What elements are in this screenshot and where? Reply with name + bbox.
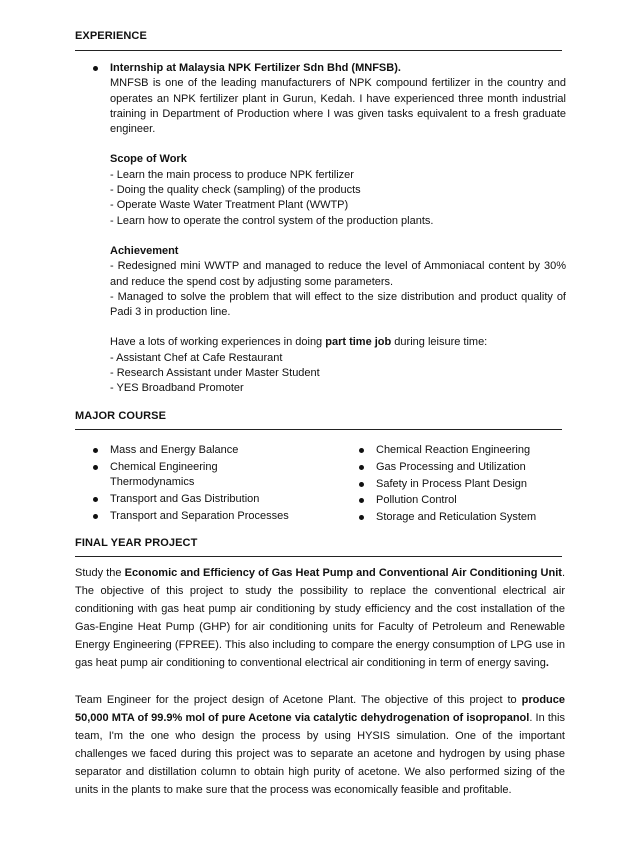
course-item: Transport and Separation Processes (75, 509, 290, 524)
course-item: Gas Processing and Utilization (341, 460, 571, 475)
course-item: Chemical Reaction Engineering (341, 443, 571, 458)
course-item: Pollution Control (341, 493, 571, 508)
final-year-project-heading: FINAL YEAR PROJECT (75, 537, 198, 549)
bullet-icon (359, 515, 364, 520)
major-course-heading: MAJOR COURSE (75, 410, 167, 422)
course-item: Chemical Engineering Thermodynamics (75, 460, 290, 491)
parttime-item: - Assistant Chef at Cafe Restaurant (110, 351, 283, 364)
course-item: Storage and Reticulation System (341, 510, 571, 525)
parttime-item: - Research Assistant under Master Student (110, 367, 320, 380)
course-item: Transport and Gas Distribution (75, 492, 290, 507)
experience-divider (75, 50, 562, 51)
bullet-icon (93, 497, 98, 502)
experience-heading: EXPERIENCE (75, 30, 147, 42)
scope-item: - Learn the main process to produce NPK fertilizer (110, 168, 354, 181)
parttime-intro: Have a lots of working experiences in doing part time job during leisure time: (110, 336, 488, 349)
bullet-icon (359, 482, 364, 487)
course-item: Mass and Energy Balance (75, 443, 290, 458)
internship-title: Internship at Malaysia NPK Fertilizer Sdn Bhd (MNFSB). (110, 62, 401, 74)
course-column-right (341, 443, 571, 527)
bullet-icon (359, 448, 364, 453)
course-item: Safety in Process Plant Design (341, 477, 571, 492)
scope-item: - Doing the quality check (sampling) of the products (110, 184, 361, 197)
bullet-icon (93, 514, 98, 519)
internship-description: MNFSB is one of the leading manufacturers of NPK compound fertilizer in the country and operates an NPK fertilizer plant in Gurun, Kedah. I have experienced three month industrial training in Department of Production where I was given tasks equivalent to a fresh graduate engineer. (110, 77, 566, 136)
parttime-item: - YES Broadband Promoter (110, 382, 244, 395)
bullet-icon (359, 465, 364, 470)
project-paragraph-2: Team Engineer for the project design of Acetone Plant. The objective of this project to produce 50,000 MTA of 99.9% mol of pure Acetone via catalytic dehydrogenation of isopropanol. In this team, I'm the one who design the process by using HYSIS simulation. One of the important challenges we faced during this project was to separate an acetone and hydrogen by using phase separator and distillation column to obtain high purity of acetone. We also performed sizing of the units in the plants to make sure that the process was economically feasible and profitable. (75, 694, 565, 796)
scope-item: - Operate Waste Water Treatment Plant (WWTP) (110, 199, 349, 212)
achievement-item: - Managed to solve the problem that will effect to the size distribution and product quality of Padi 3 in production line. (110, 290, 566, 319)
internship-entry (110, 61, 566, 76)
scope-item: - Learn how to operate the control system of the production plants. (110, 214, 434, 227)
experience-section (110, 61, 566, 397)
bullet-icon (93, 448, 98, 453)
major-course-divider (75, 429, 562, 430)
achievement-item: - Redesigned mini WWTP and managed to reduce the level of Ammoniacal content by 30% and reduce the spend cost by adjusting some parameters. (110, 260, 566, 288)
bullet-icon (93, 66, 98, 71)
scope-heading: Scope of Work (110, 153, 187, 166)
project-paragraph-1: Study the Economic and Efficiency of Gas Heat Pump and Conventional Air Conditioning Unit. The objective of this project to study the possibility to replace the conventional electrical air conditioning with gas heat pump air conditioning by study efficiency and the cost installation of the Gas-Engine Heat Pump (GHP) for air conditioning units for Faculty of Petroleum and Renewable Energy Engineering (FPREE). This also including to compare the energy consumption of LPG use in gas heat pump air conditioning to conventional electrical air conditioning in term of energy saving. (75, 567, 565, 669)
final-year-project-divider (75, 556, 562, 557)
achievement-heading: Achievement (110, 244, 179, 257)
course-column-left (75, 443, 290, 525)
bullet-icon (359, 498, 364, 503)
bullet-icon (93, 465, 98, 470)
